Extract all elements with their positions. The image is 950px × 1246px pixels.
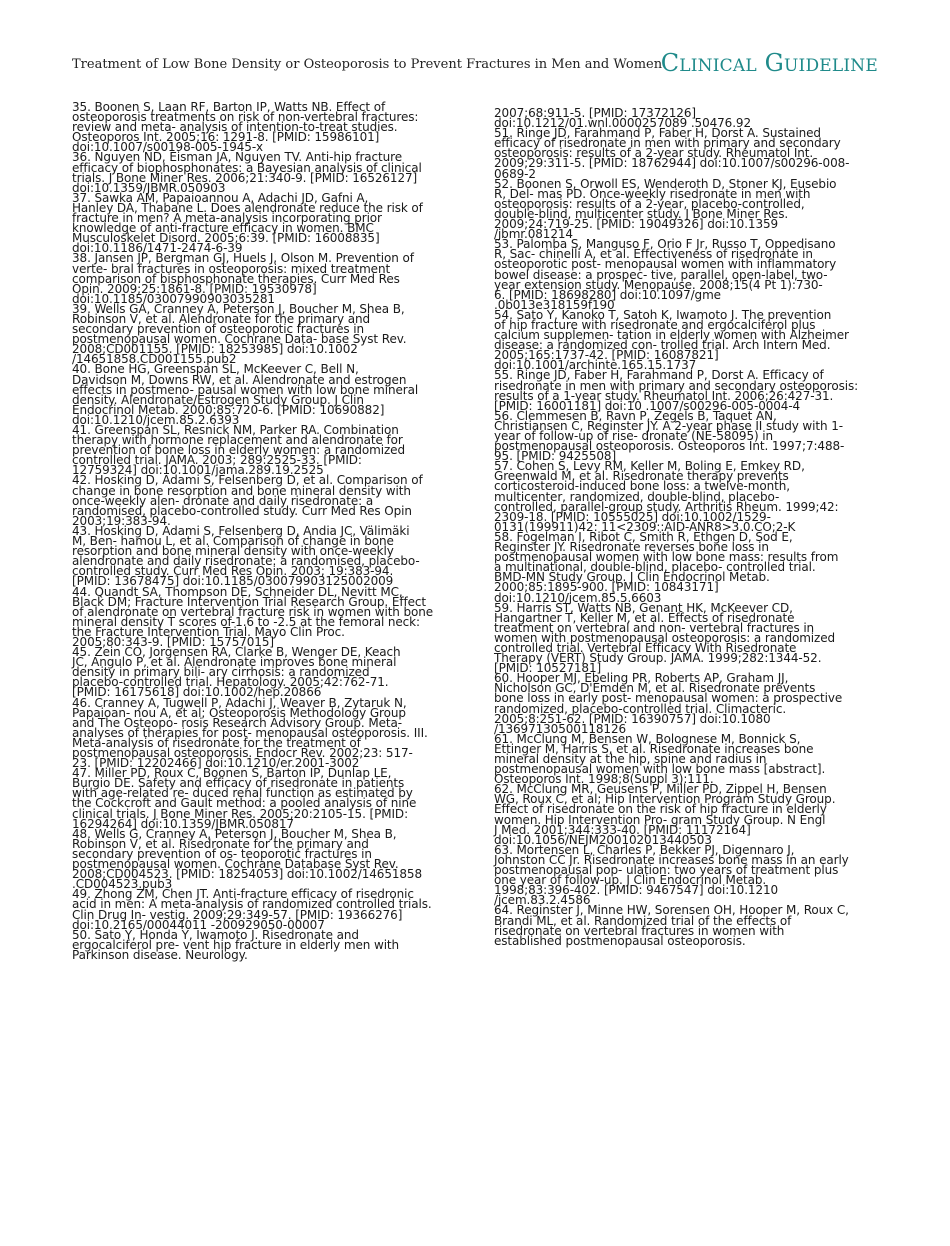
- reference-51: 51. Ringe JD, Farahmand P, Faber H, Dorst A. Sustained efficacy of risedronate in men with primary and secondary osteoporosis: results of a 2-year study. Rheumatol Int. 2009;29:311-5. [PMID: 18762944] doi:10.1007/s00296-008- 0689-2: [494, 126, 850, 181]
- running-header-title: Treatment of Low Bone Density or Osteoporosis to Prevent Fractures in Men and Women: [72, 57, 663, 72]
- reference-49: 49. Zhong ZM, Chen JT. Anti-fracture efficacy of risedronic acid in men: A meta-analysis of randomized controlled trials. Clin Drug In- vestig. 2009;29:349-57. [PMID: 19366276] doi:10.2165/00044011 -200929050-00007: [72, 887, 432, 932]
- reference-60: 60. Hooper MJ, Ebeling PR, Roberts AP, Graham JJ, Nicholson GC, D'Emden M, et al. Risedronate prevents bone loss in early post- menopausal women: a prospective randomized, placebo-controlled trial. Climacteric. 2005;8:251-62. [PMID: 16390757] doi:10.1080 /13697130500118126: [494, 671, 843, 736]
- reference-56: 56. Clemmesen B, Ravn P, Zegels B, Taquet AN, Christiansen C, Reginster JY. A 2-year phase II study with 1- year of follow-up of rise- dronate (NE-58095) in postmenopausal osteoporosis. Osteoporos Int. 1997;7:488- 95. [PMID: 9425508]: [494, 408, 845, 464]
- clinical-guideline-label: Clinical Guideline: [660, 49, 878, 77]
- reference-63: 63. Mortensen L, Charles P, Bekker PJ, Digennaro J, Johnston CC Jr. Risedronate increases bone mass in an early postmenopausal pop- ulation: two years of treatment plus one year of follow-up. J Clin Endocrinol Metab. 1998;83:396-402. [PMID: 9467547] doi:10.1210 /jcem.83.2.4586: [494, 842, 849, 908]
- reference-55: 55. Ringe JD, Faber H, Farahmand P, Dorst A. Efficacy of risedronate in men with primary and secondary osteoporosis: results of a 1-year study. Rheumatol Int. 2006;26:427-31. [PMID: 16001181] doi:10 .1007/s00296-005-0004-4: [494, 368, 859, 413]
- reference-52: 52. Boonen S, Orwoll ES, Wenderoth D, Stoner KJ, Eusebio R, Del- mas PD. Once-weekly risedronate in men with osteoporosis: results of a 2-year, placebo-controlled, double-blind, multicenter study. J Bone Miner Res. 2009;24:719-25. [PMID: 19049326] doi:10.1359 /jbmr.081214: [494, 176, 837, 242]
- reference-59: 59. Harris ST, Watts NB, Genant HK, McKeever CD, Hangartner T, Keller M, et al. Effects of risedronate treatment on vertebral and non- vertebral fractures in women with postmenopausal osteoporosis: a randomized controlled trial. Vertebral Efficacy With Risedronate Therapy (VERT) Study Group. JAMA. 1999;282:1344-52. [PMID: 10527181]: [494, 600, 836, 676]
- reference-50-continued: 2007;68:911-5. [PMID: 17372126] doi:10.1212/01.wnl.0000257089 .50476.92: [494, 106, 751, 131]
- reference-41: 41. Greenspan SL, Resnick NM, Parker RA. Combination therapy with hormone replacement and alendronate for prevention of bone loss in elderly women: a randomized controlled trial. JAMA. 2003; 289:2525-33. [PMID: 12759324] doi:10.1001/jama.289.19.2525: [72, 423, 405, 478]
- reference-40: 40. Bone HG, Greenspan SL, McKeever C, Bell N, Davidson M, Downs RW, et al. Alendronate and estrogen effects in postmeno- pausal women with low bone mineral density. Alendronate/Estrogen Study Group. J Clin Endocrinol Metab. 2000;85:720-6. [PMID: 10690882] doi:10.1210/jcem.85.2.6393: [72, 362, 419, 427]
- reference-38: 38. Jansen JP, Bergman GJ, Huels J, Olson M. Prevention of verte- bral fractures in osteoporosis: mixed treatment comparison of bisphosphonate therapies. Curr Med Res Opin. 2009;25:1861-8. [PMID: 19530978] doi:10.1185/03007990903035281: [72, 251, 414, 306]
- reference-39: 39. Wells GA, Cranney A, Peterson J, Boucher M, Shea B, Robinson V, et al. Alendronate for the primary and secondary prevention of osteoporotic fractures in postmenopausal women. Cochrane Data- base Syst Rev. 2008;CD001155. [PMID: 18253985] doi:10.1002 /14651858.CD001155.pub2: [72, 301, 407, 367]
- references-right-column: [494, 108, 879, 946]
- reference-42: 42. Hosking D, Adami S, Felsenberg D, et al. Comparison of change in bone resorption and bone mineral density with once-weekly alen- dronate and daily risedronate: a randomised, placebo-controlled study. Curr Med Res Opin 2003;19:383-94.: [72, 473, 423, 528]
- reference-44: 44. Quandt SA, Thompson DE, Schneider DL, Nevitt MC, Black DM; Fracture Intervention Trial Research Group. Effect of alendronate on vertebral fracture risk in women with bone mineral density T scores of-1.6 to -2.5 at the femoral neck: the Fracture Intervention Trial. Mayo Clin Proc. 2005;80:343-9. [PMID: 15757015]: [72, 584, 434, 649]
- reference-37: 37. Sawka AM, Papaioannou A, Adachi JD, Gafni A, Hanley DA, Thabane L. Does alendronate reduce the risk of fracture in men? A meta-analysis incorporating prior knowledge of anti-fracture efficacy in women. BMC Musculoskelet Disord. 2005;6:39. [PMID: 16008835] doi:10.1186/1471-2474-6-39: [72, 190, 423, 256]
- reference-62: 62. McClung MR, Geusens P, Miller PD, Zippel H, Bensen WG, Roux C, et al; Hip Intervention Program Study Group. Effect of risedronate on the risk of hip fracture in elderly women. Hip Intervention Pro- gram Study Group. N Engl J Med. 2001;344:333-40. [PMID: 11172164] doi:10.1056/NEJM200102013440503: [494, 782, 836, 847]
- reference-43: 43. Hosking D, Adami S, Felsenberg D, Andia JC, Välimäki M, Ben- hamou L, et al. Comparison of change in bone resorption and bone mineral density with once-weekly alendronate and daily risedronate: a randomised, placebo- controlled study. Curr Med Res Opin. 2003; 19:383-94. [PMID: 13678475] doi:10.1185/030079903125002009: [72, 523, 420, 589]
- reference-45: 45. Zein CO, Jorgensen RA, Clarke B, Wenger DE, Keach JC, Angulo P, et al. Alendronate improves bone mineral density in primary bili- ary cirrhosis: a randomized placebo-controlled trial. Hepatology. 2005;42:762-71. [PMID: 16175618] doi:10.1002/hep.20866: [72, 645, 401, 700]
- reference-36: 36. Nguyen ND, Eisman JA, Nguyen TV. Anti-hip fracture efficacy of biophosphonates: a Bayesian analysis of clinical trials. J Bone Miner Res. 2006;21:340-9. [PMID: 16526127] doi:10.1359/JBMR.050903: [72, 150, 422, 195]
- reference-61: 61. McClung M, Bensen W, Bolognese M, Bonnick S, Ettinger M, Harris S, et al. Risedronate increases bone mineral density at the hip, spine and radius in postmenopausal women with low bone mass [abstract]. Osteoporos Int. 1998;8(Suppl 3):111.: [494, 731, 826, 787]
- references-left-column: [72, 102, 457, 960]
- reference-54: 54. Sato Y, Kanoko T, Satoh K, Iwamoto J. The prevention of hip fracture with risedronate and ergocalciferol plus calcium supplemen- tation in elderly women with Alzheimer disease: a randomized con- trolled trial. Arch Intern Med. 2005;165:1737-42. [PMID: 16087821] doi:10.1001/archinte.165.15.1737: [494, 307, 849, 373]
- reference-48: 48. Wells G, Cranney A, Peterson J, Boucher M, Shea B, Robinson V, et al. Risedronate for the primary and secondary prevention of os- teoporotic fractures in postmenopausal women. Cochrane Database Syst Rev. 2008;CD004523. [PMID: 18254053] doi:10.1002/14651858 .CD004523.pub3: [72, 826, 423, 892]
- reference-50: 50. Sato Y, Honda Y, Iwamoto J. Risedronate and ergocalciferol pre- vent hip fracture in elderly men with Parkinson disease. Neurology.: [72, 927, 400, 962]
- reference-35: 35. Boonen S, Laan RF, Barton IP, Watts NB. Effect of osteoporosis treatments on risk of non-vertebral fractures: review and meta- analysis of intention-to-treat studies. Osteoporos Int. 2005;16: 1291-8. [PMID: 15986101] doi:10.1007/s00198-005-1945-x: [72, 100, 419, 155]
- reference-53: 53. Palomba S, Manguso F, Orio F Jr, Russo T, Oppedisano R, Sac- chinelli A, et al. Effectiveness of risedronate in osteoporotic post- menopausal women with inflammatory bowel disease: a prospec- tive, parallel, open-label, two- year extension study. Menopause. 2008;15(4 Pt 1):730- 6. [PMID: 18698280] doi:10.1097/gme .0b013e318159f190: [494, 237, 837, 312]
- reference-46: 46. Cranney A, Tugwell P, Adachi J, Weaver B, Zytaruk N, Papaioan- nou A, et al; Osteoporosis Methodology Group and The Osteopo- rosis Research Advisory Group. Meta- analyses of therapies for post- menopausal osteoporosis. III. Meta-analysis of risedronate for the treatment of postmenopausal osteoporosis. Endocr Rev. 2002;23: 517- 23. [PMID: 12202466] doi:10.1210/er.2001-3002: [72, 695, 428, 771]
- reference-64: 64. Reginster J, Minne HW, Sorensen OH, Hooper M, Roux C, Brandi ML, et al. Randomized trial of the effects of risedronate on vertebral fractures in women with established postmenopausal osteoporosis.: [494, 903, 849, 948]
- reference-47: 47. Miller PD, Roux C, Boonen S, Barton IP, Dunlap LE, Burgio DE. Safety and efficacy of risedronate in patients with age-related re- duced renal function as estimated by the Cockcroft and Gault method: a pooled analysis of nine clinical trials. J Bone Miner Res. 2005;20:2105-15. [PMID: 16294264] doi:10.1359/JBMR.050817: [72, 766, 417, 831]
- reference-57: 57. Cohen S, Levy RM, Keller M, Boling E, Emkey RD, Greenwald M, et al. Risedronate therapy prevents corticosteroid-induced bone loss: a twelve-month, multicenter, randomized, double-blind, placebo- controlled, parallel-group study. Arthritis Rheum. 1999;42: 2309-18. [PMID: 10555025] doi:10.1002/1529- 0131(199911)42: 11<2309::AID-ANR8>3.0.CO;2-K: [494, 459, 839, 534]
- reference-58: 58. Fogelman I, Ribot C, Smith R, Ethgen D, Sod E, Reginster JY. Risedronate reverses bone loss in postmenopausal women with low bone mass: results from a multinational, double-blind, placebo- controlled trial. BMD-MN Study Group. J Clin Endocrinol Metab. 2000;85:1895-900. [PMID: 10843171] doi:10.1210/jcem.85.5.6603: [494, 529, 839, 605]
